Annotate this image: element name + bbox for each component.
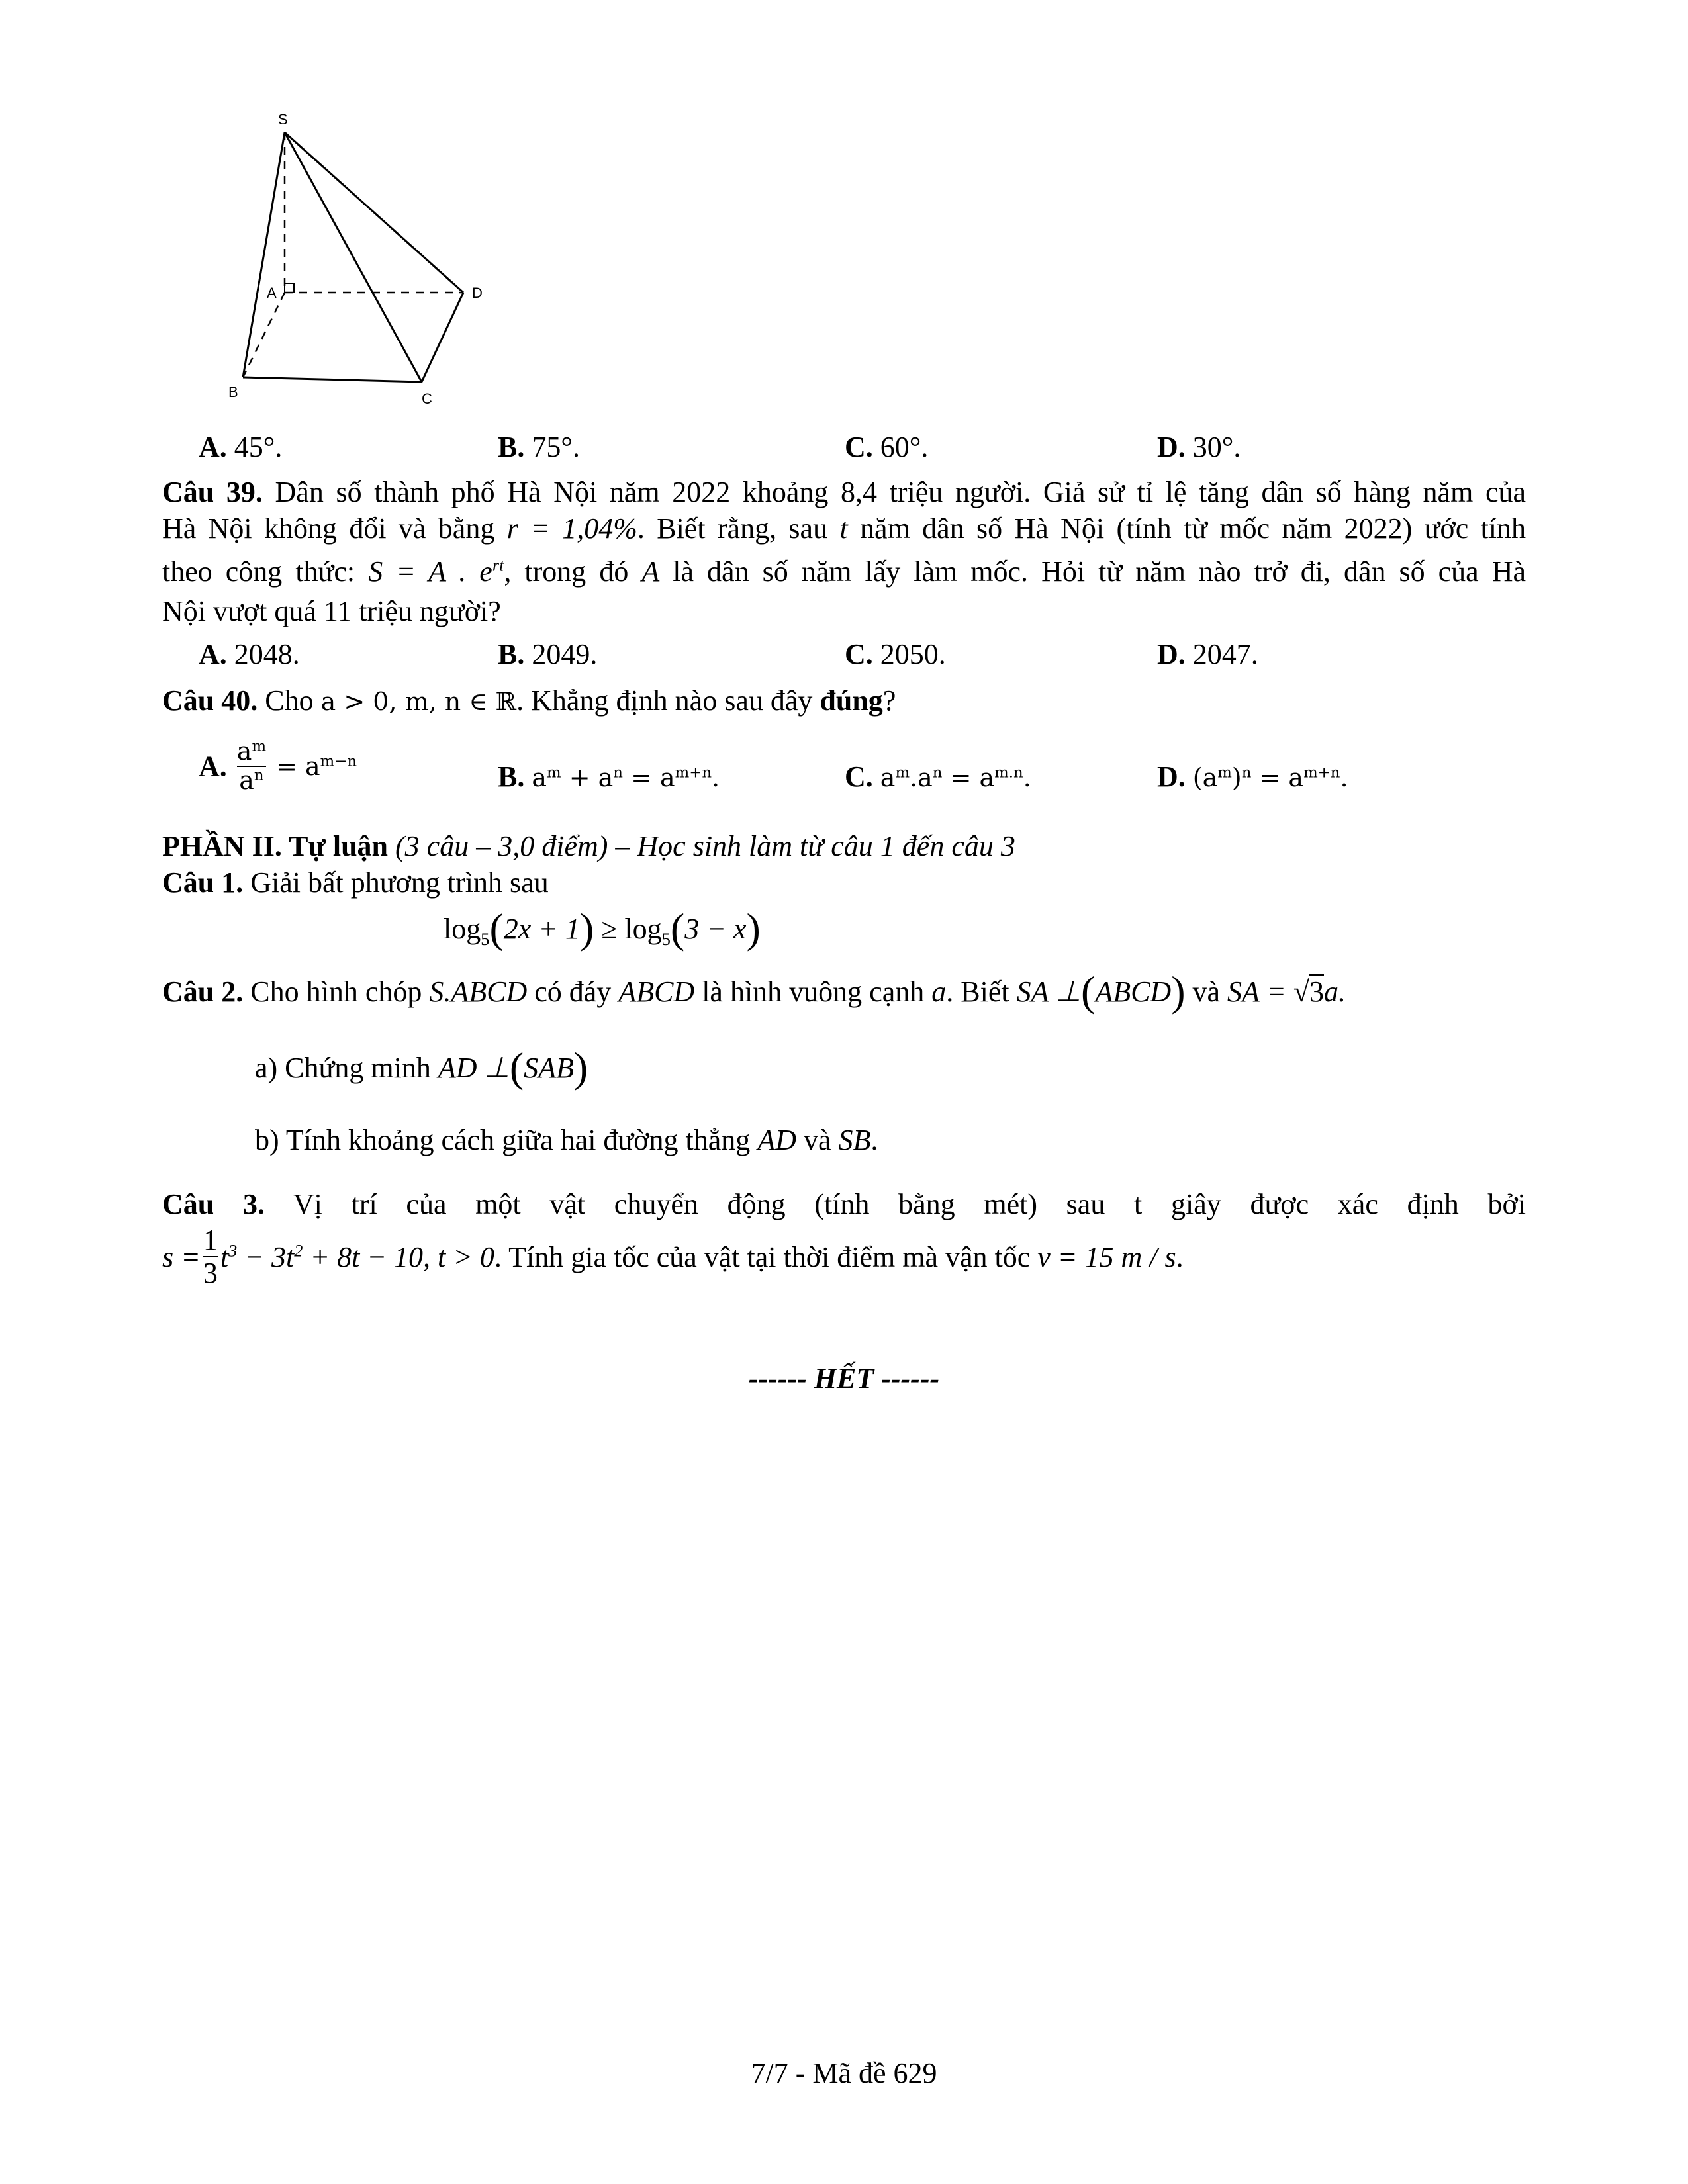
q39-option-a: A. 2048. <box>199 638 300 670</box>
edge-SC <box>285 132 422 382</box>
q40-option-d: D. $(a^m)^n = a^{m+n}$. <box>1157 760 1348 793</box>
page-footer: 7/7 - Mã đề 629 <box>751 2057 937 2089</box>
c1-stem: Câu 1. Giải bất phương trình sau <box>162 866 549 899</box>
q40-option-c: C. $a^m.a^n = a^{m.n}$. <box>845 760 1031 793</box>
edge-SB <box>243 132 285 377</box>
q38-option-a: A. 45°. <box>199 431 283 463</box>
edge-SD <box>285 132 463 293</box>
label-A: A <box>267 285 277 301</box>
label-D: D <box>472 285 483 301</box>
q39-line-2: Hà Nội không đổi và bằng r = 1,04%. Biết rằng, sau t năm dân số Hà Nội (tính từ mốc năm 2022) ước tính <box>162 512 1526 545</box>
q39-option-b: B. 2049. <box>498 638 598 670</box>
label-S: S <box>278 111 288 128</box>
c3-line-2: s = $\frac{1}{3}$ $t^3 - 3t^2 + 8t - 10$, t > 0. Tính gia tốc của vật tại thời điểm mà vận tốc v = 15 m / s. <box>162 1224 1184 1290</box>
c2-part-a: a) Chứng minh AD ⊥(SAB) <box>255 1044 588 1091</box>
q39-line-1: Câu 39. Dân số thành phố Hà Nội năm 2022 khoảng 8,4 triệu người. Giả sử tỉ lệ tăng dân số hàng năm của <box>162 476 1526 508</box>
c2-part-b: b) Tính khoảng cách giữa hai đường thẳng AD và SB. <box>255 1124 878 1156</box>
q39-option-d: D. 2047. <box>1157 638 1258 670</box>
c3-line-1: Câu 3. Vị trí của một vật chuyển động (tính bằng mét) sau t giây được xác định bởi <box>162 1188 1526 1220</box>
c1-inequality: $\log_5(2x + 1) \ge \log_5(3 - x)$ <box>444 905 761 952</box>
q38-option-c: C. 60°. <box>845 431 929 463</box>
pyramid-figure <box>228 99 506 410</box>
q38-option-b: B. 75°. <box>498 431 580 463</box>
q39-option-c: C. 2050. <box>845 638 946 670</box>
q39-line-3: theo công thức: S = A . $e^{rt}$, trong đó A là dân số năm lấy làm mốc. Hỏi từ năm nào trở đi, dân số của Hà <box>162 555 1526 588</box>
right-angle-mark <box>285 283 294 293</box>
q40-option-b: B. $a^m + a^n = a^{m+n}$. <box>498 760 720 793</box>
part2-heading: PHẦN II. Tự luận (3 câu – 3,0 điểm) – Học sinh làm từ câu 1 đến câu 3 <box>162 830 1015 862</box>
c3-fraction: $\frac{1}{3}$ <box>203 1224 218 1290</box>
edge-BC <box>243 377 422 382</box>
q39-line-4: Nội vượt quá 11 triệu người? <box>162 595 501 627</box>
end-mark: ------ HẾT ------ <box>748 1362 940 1394</box>
q38-option-d: D. 30°. <box>1157 431 1241 463</box>
q40-stem: Câu 40. Cho a > 0, m, n ∈ ℝ. Khẳng định nào sau đây đúng? <box>162 684 896 717</box>
q40-a-fraction: $\frac{a^m}{a^n}$ <box>236 737 267 795</box>
q40-option-a: A. $\frac{a^m}{a^n}$ = $a^{m-n}$ <box>199 737 357 795</box>
label-C: C <box>422 390 432 407</box>
c2-stem: Câu 2. Cho hình chóp S.ABCD có đáy ABCD là hình vuông cạnh a. Biết SA ⊥(ABCD) và SA = √3a. <box>162 968 1346 1015</box>
edge-CD <box>422 293 463 382</box>
label-B: B <box>228 384 238 400</box>
